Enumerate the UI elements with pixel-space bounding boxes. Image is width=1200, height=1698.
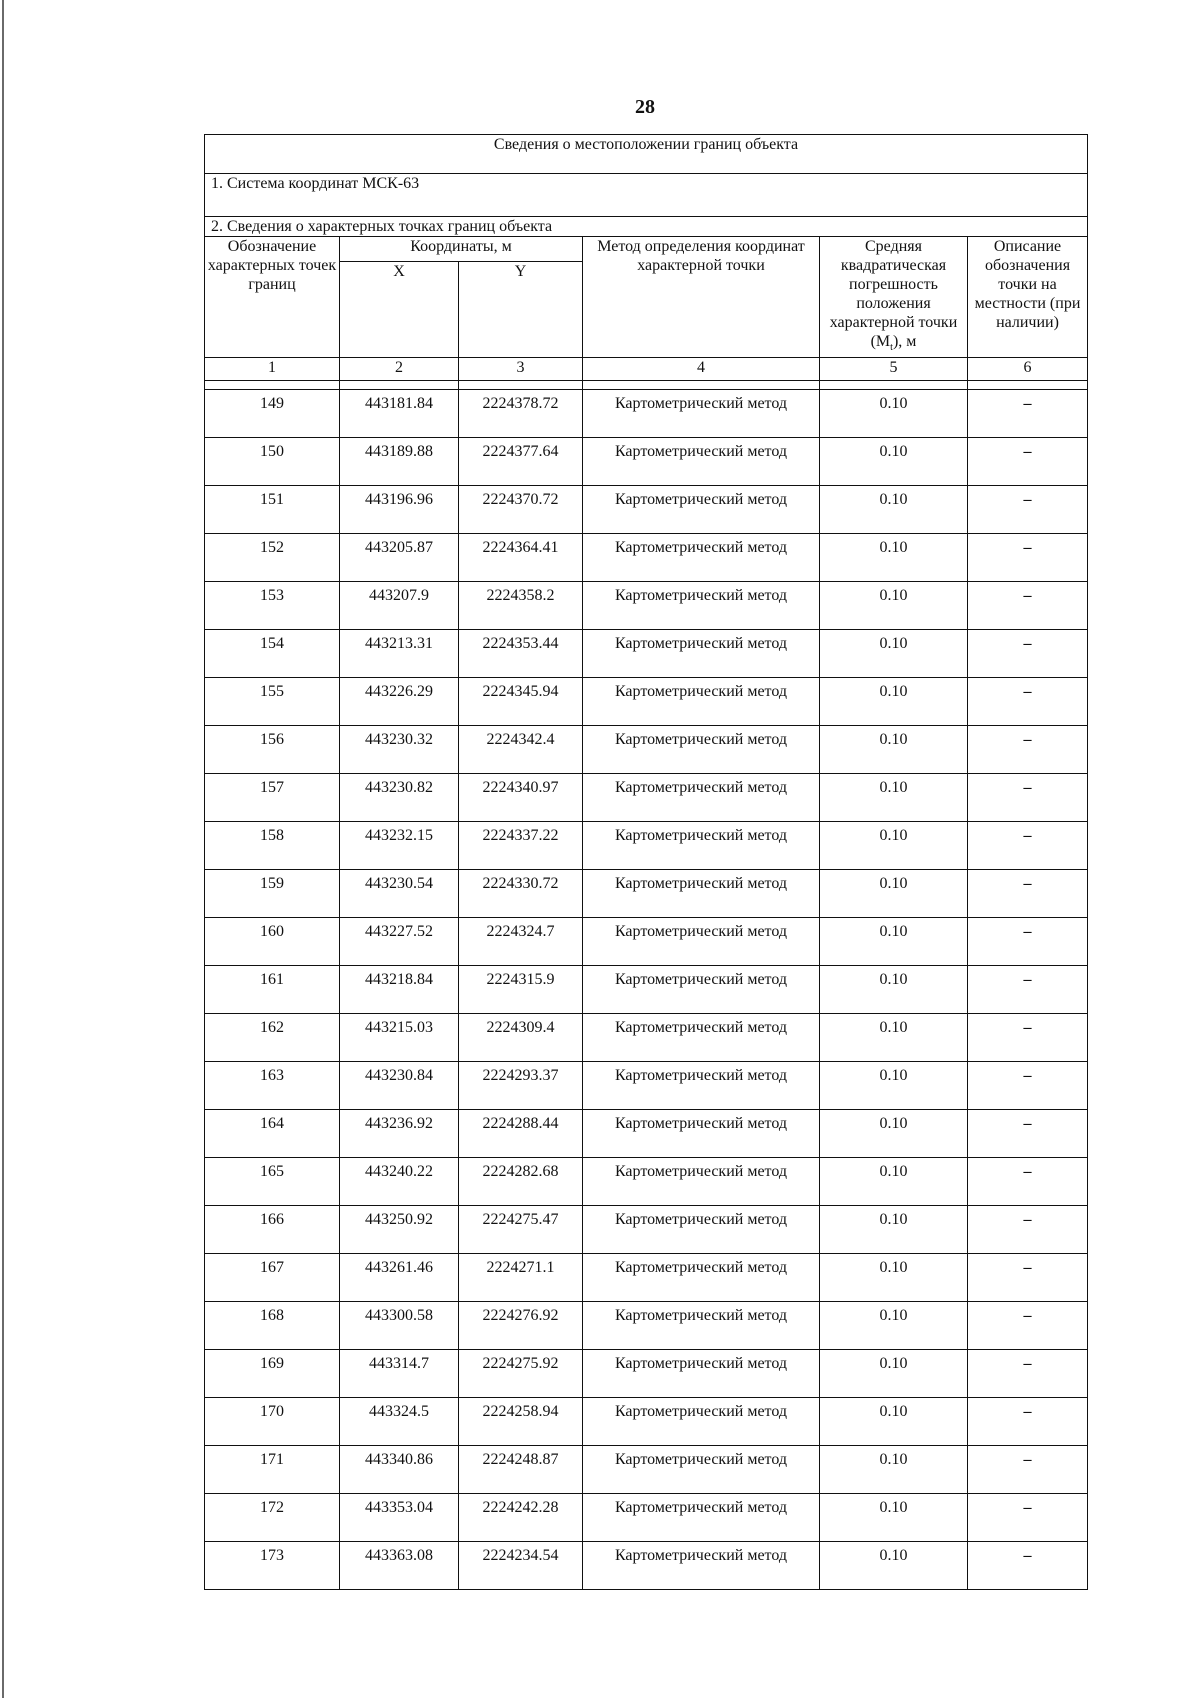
description-cell: –	[968, 1446, 1088, 1494]
page-number: 28	[635, 96, 655, 118]
x-coordinate-cell: 443353.04	[340, 1494, 459, 1542]
method-cell: Картометрический метод	[583, 822, 820, 870]
point-number-cell: 150	[205, 438, 340, 486]
description-cell: –	[968, 438, 1088, 486]
x-coordinate-cell: 443250.92	[340, 1206, 459, 1254]
table-row	[205, 1302, 1088, 1350]
spacer-cell	[968, 381, 1088, 390]
x-coordinate-cell: 443340.86	[340, 1446, 459, 1494]
error-cell: 0.10	[820, 1206, 968, 1254]
spacer-cell	[205, 381, 340, 390]
method-cell: Картометрический метод	[583, 630, 820, 678]
description-cell: –	[968, 822, 1088, 870]
x-coordinate-cell: 443363.08	[340, 1542, 459, 1590]
method-cell: Картометрический метод	[583, 678, 820, 726]
x-coordinate-cell: 443232.15	[340, 822, 459, 870]
method-cell: Картометрический метод	[583, 1110, 820, 1158]
header-point-designation: Обозначение характерных точек границ	[205, 237, 340, 358]
error-cell: 0.10	[820, 534, 968, 582]
x-coordinate-cell: 443236.92	[340, 1110, 459, 1158]
x-coordinate-cell: 443215.03	[340, 1014, 459, 1062]
x-coordinate-cell: 443218.84	[340, 966, 459, 1014]
spacer-cell	[340, 381, 459, 390]
error-cell: 0.10	[820, 918, 968, 966]
error-cell: 0.10	[820, 1110, 968, 1158]
method-cell: Картометрический метод	[583, 870, 820, 918]
point-number-cell: 162	[205, 1014, 340, 1062]
table-row	[205, 678, 1088, 726]
table-row	[205, 1350, 1088, 1398]
method-cell: Картометрический метод	[583, 438, 820, 486]
column-number: 5	[820, 358, 968, 381]
method-cell: Картометрический метод	[583, 1446, 820, 1494]
method-cell: Картометрический метод	[583, 1542, 820, 1590]
table-row	[205, 966, 1088, 1014]
header-error: Средняя квадратическая погрешность положения характерной точки $(M_t)$, м	[820, 237, 968, 358]
point-number-cell: 165	[205, 1158, 340, 1206]
x-coordinate-cell: 443227.52	[340, 918, 459, 966]
error-cell: 0.10	[820, 726, 968, 774]
method-cell: Картометрический метод	[583, 1014, 820, 1062]
header-description: Описание обозначения точки на местности (при наличии)	[968, 237, 1088, 358]
header-y: Y	[459, 261, 583, 357]
point-number-cell: 171	[205, 1446, 340, 1494]
point-number-cell: 159	[205, 870, 340, 918]
table-row	[205, 630, 1088, 678]
description-cell: –	[968, 630, 1088, 678]
x-coordinate-cell: 443314.7	[340, 1350, 459, 1398]
header-method: Метод определения координат характерной точки	[583, 237, 820, 358]
header-x: X	[340, 261, 459, 357]
description-cell: –	[968, 1014, 1088, 1062]
description-cell: –	[968, 486, 1088, 534]
x-coordinate-cell: 443230.32	[340, 726, 459, 774]
y-coordinate-cell: 2224282.68	[459, 1158, 583, 1206]
y-coordinate-cell: 2224340.97	[459, 774, 583, 822]
x-coordinate-cell: 443213.31	[340, 630, 459, 678]
x-coordinate-cell: 443300.58	[340, 1302, 459, 1350]
y-coordinate-cell: 2224353.44	[459, 630, 583, 678]
description-cell: –	[968, 1494, 1088, 1542]
description-cell: –	[968, 1302, 1088, 1350]
y-coordinate-cell: 2224234.54	[459, 1542, 583, 1590]
error-cell: 0.10	[820, 486, 968, 534]
method-cell: Картометрический метод	[583, 726, 820, 774]
error-cell: 0.10	[820, 1446, 968, 1494]
error-cell: 0.10	[820, 390, 968, 438]
table-row	[205, 1542, 1088, 1590]
x-coordinate-cell: 443181.84	[340, 390, 459, 438]
point-number-cell: 158	[205, 822, 340, 870]
description-cell: –	[968, 1254, 1088, 1302]
point-number-cell: 167	[205, 1254, 340, 1302]
description-cell: –	[968, 678, 1088, 726]
x-coordinate-cell: 443207.9	[340, 582, 459, 630]
y-coordinate-cell: 2224337.22	[459, 822, 583, 870]
error-cell: 0.10	[820, 1014, 968, 1062]
description-cell: –	[968, 1110, 1088, 1158]
error-cell: 0.10	[820, 582, 968, 630]
point-number-cell: 153	[205, 582, 340, 630]
table-row	[205, 1494, 1088, 1542]
method-cell: Картометрический метод	[583, 966, 820, 1014]
table-row	[205, 1014, 1088, 1062]
y-coordinate-cell: 2224275.47	[459, 1206, 583, 1254]
table-row	[205, 918, 1088, 966]
method-cell: Картометрический метод	[583, 774, 820, 822]
table-row	[205, 486, 1088, 534]
error-cell: 0.10	[820, 1398, 968, 1446]
spacer-cell	[583, 381, 820, 390]
description-cell: –	[968, 1350, 1088, 1398]
x-coordinate-cell: 443324.5	[340, 1398, 459, 1446]
y-coordinate-cell: 2224345.94	[459, 678, 583, 726]
x-coordinate-cell: 443189.88	[340, 438, 459, 486]
description-cell: –	[968, 1158, 1088, 1206]
y-coordinate-cell: 2224330.72	[459, 870, 583, 918]
y-coordinate-cell: 2224293.37	[459, 1062, 583, 1110]
error-cell: 0.10	[820, 966, 968, 1014]
point-number-cell: 170	[205, 1398, 340, 1446]
point-number-cell: 160	[205, 918, 340, 966]
table-title: Сведения о местоположении границ объекта	[205, 135, 1088, 174]
point-number-cell: 156	[205, 726, 340, 774]
y-coordinate-cell: 2224258.94	[459, 1398, 583, 1446]
table-row	[205, 438, 1088, 486]
x-coordinate-cell: 443230.54	[340, 870, 459, 918]
table-row	[205, 582, 1088, 630]
error-cell: 0.10	[820, 870, 968, 918]
coordinate-system: 1. Система координат МСК-63	[205, 174, 1088, 217]
point-number-cell: 152	[205, 534, 340, 582]
table-row	[205, 1158, 1088, 1206]
error-cell: 0.10	[820, 678, 968, 726]
error-cell: 0.10	[820, 1542, 968, 1590]
description-cell: –	[968, 1542, 1088, 1590]
x-coordinate-cell: 443261.46	[340, 1254, 459, 1302]
x-coordinate-cell: 443226.29	[340, 678, 459, 726]
description-cell: –	[968, 1206, 1088, 1254]
method-cell: Картометрический метод	[583, 1494, 820, 1542]
point-number-cell: 164	[205, 1110, 340, 1158]
y-coordinate-cell: 2224370.72	[459, 486, 583, 534]
table-row	[205, 1254, 1088, 1302]
table-row	[205, 822, 1088, 870]
point-number-cell: 157	[205, 774, 340, 822]
error-cell: 0.10	[820, 1494, 968, 1542]
description-cell: –	[968, 774, 1088, 822]
error-cell: 0.10	[820, 822, 968, 870]
column-number: 4	[583, 358, 820, 381]
column-number: 2	[340, 358, 459, 381]
y-coordinate-cell: 2224248.87	[459, 1446, 583, 1494]
y-coordinate-cell: 2224358.2	[459, 582, 583, 630]
method-cell: Картометрический метод	[583, 486, 820, 534]
description-cell: –	[968, 726, 1088, 774]
error-cell: 0.10	[820, 1158, 968, 1206]
y-coordinate-cell: 2224377.64	[459, 438, 583, 486]
column-number: 3	[459, 358, 583, 381]
description-cell: –	[968, 918, 1088, 966]
header-coordinates: Координаты, м	[340, 237, 583, 262]
error-cell: 0.10	[820, 1062, 968, 1110]
point-number-cell: 163	[205, 1062, 340, 1110]
method-cell: Картометрический метод	[583, 1062, 820, 1110]
table-row	[205, 1446, 1088, 1494]
table-row	[205, 774, 1088, 822]
table-row	[205, 1062, 1088, 1110]
y-coordinate-cell: 2224315.9	[459, 966, 583, 1014]
section-title: 2. Сведения о характерных точках границ объекта	[205, 217, 1088, 237]
point-number-cell: 154	[205, 630, 340, 678]
y-coordinate-cell: 2224324.7	[459, 918, 583, 966]
method-cell: Картометрический метод	[583, 390, 820, 438]
y-coordinate-cell: 2224378.72	[459, 390, 583, 438]
point-number-cell: 168	[205, 1302, 340, 1350]
table-row	[205, 726, 1088, 774]
point-number-cell: 166	[205, 1206, 340, 1254]
description-cell: –	[968, 870, 1088, 918]
description-cell: –	[968, 534, 1088, 582]
method-cell: Картометрический метод	[583, 1206, 820, 1254]
y-coordinate-cell: 2224242.28	[459, 1494, 583, 1542]
point-number-cell: 155	[205, 678, 340, 726]
x-coordinate-cell: 443230.82	[340, 774, 459, 822]
y-coordinate-cell: 2224342.4	[459, 726, 583, 774]
point-number-cell: 173	[205, 1542, 340, 1590]
method-cell: Картометрический метод	[583, 1398, 820, 1446]
method-cell: Картометрический метод	[583, 1254, 820, 1302]
point-number-cell: 149	[205, 390, 340, 438]
description-cell: –	[968, 1398, 1088, 1446]
table-row	[205, 870, 1088, 918]
y-coordinate-cell: 2224271.1	[459, 1254, 583, 1302]
error-cell: 0.10	[820, 774, 968, 822]
error-cell: 0.10	[820, 438, 968, 486]
spacer-cell	[459, 381, 583, 390]
y-coordinate-cell: 2224276.92	[459, 1302, 583, 1350]
column-number: 1	[205, 358, 340, 381]
method-cell: Картометрический метод	[583, 534, 820, 582]
point-number-cell: 161	[205, 966, 340, 1014]
y-coordinate-cell: 2224288.44	[459, 1110, 583, 1158]
scan-margin-line	[2, 0, 4, 1698]
y-coordinate-cell: 2224309.4	[459, 1014, 583, 1062]
method-cell: Картометрический метод	[583, 1350, 820, 1398]
y-coordinate-cell: 2224364.41	[459, 534, 583, 582]
x-coordinate-cell: 443230.84	[340, 1062, 459, 1110]
error-cell: 0.10	[820, 630, 968, 678]
x-coordinate-cell: 443205.87	[340, 534, 459, 582]
method-cell: Картометрический метод	[583, 918, 820, 966]
point-number-cell: 151	[205, 486, 340, 534]
x-coordinate-cell: 443240.22	[340, 1158, 459, 1206]
table-row	[205, 534, 1088, 582]
table-row	[205, 1398, 1088, 1446]
spacer-cell	[820, 381, 968, 390]
column-number: 6	[968, 358, 1088, 381]
method-cell: Картометрический метод	[583, 1158, 820, 1206]
point-number-cell: 172	[205, 1494, 340, 1542]
x-coordinate-cell: 443196.96	[340, 486, 459, 534]
y-coordinate-cell: 2224275.92	[459, 1350, 583, 1398]
description-cell: –	[968, 390, 1088, 438]
method-cell: Картометрический метод	[583, 1302, 820, 1350]
method-cell: Картометрический метод	[583, 582, 820, 630]
table-row	[205, 1110, 1088, 1158]
table-row	[205, 1206, 1088, 1254]
error-cell: 0.10	[820, 1254, 968, 1302]
boundary-points-table	[204, 134, 1088, 1590]
point-number-cell: 169	[205, 1350, 340, 1398]
error-cell: 0.10	[820, 1350, 968, 1398]
table-row	[205, 390, 1088, 438]
description-cell: –	[968, 966, 1088, 1014]
error-cell: 0.10	[820, 1302, 968, 1350]
description-cell: –	[968, 1062, 1088, 1110]
description-cell: –	[968, 582, 1088, 630]
